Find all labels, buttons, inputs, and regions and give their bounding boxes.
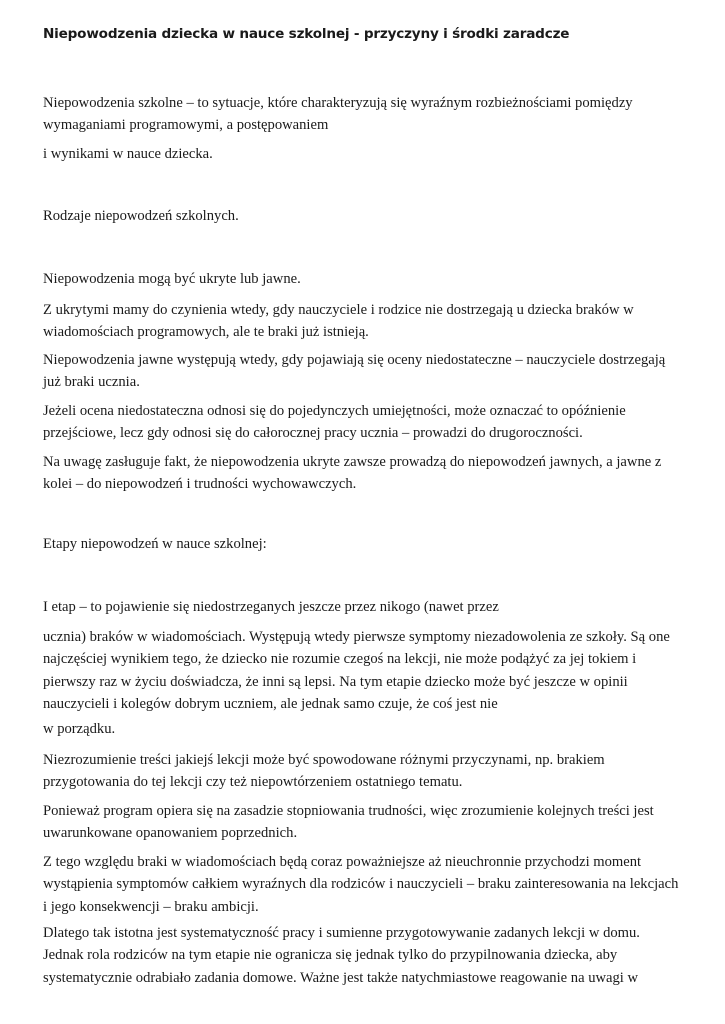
section-heading-types: Rodzaje niepowodzeń szkolnych.	[43, 208, 239, 224]
paragraph-open-failures: Niepowodzenia jawne występują wtedy, gdy pojawiają się oceny niedostateczne – nauczyciele dostrzegają już braki ucznia.	[43, 352, 666, 391]
paragraph-grade-insufficient: Jeżeli ocena niedostateczna odnosi się do pojedynczych umiejętności, może oznaczać to opóźnienie przejściowe, lecz gdy odnosi się do całorocznej pracy ucznia – prowadzi do drugoroczności.	[43, 403, 626, 442]
paragraph-systematic-work: Dlatego tak istotna jest systematyczność pracy i sumienne przygotowywanie zadanych lekcji w domu. Jednak rola rodziców na tym etapie nie ogranicza się jednak tylko do przypilnowania dziecka, aby systematycznie odrabiało zadania domowe. Ważne jest także natychmiastowe reagowanie na uwagi w	[43, 925, 640, 986]
paragraph-hidden-or-open: Niepowodzenia mogą być ukryte lub jawne.	[43, 271, 301, 287]
paragraph-program-difficulty: Ponieważ program opiera się na zasadzie stopniowania trudności, więc zrozumienie kolejnych treści jest uwarunkowane opanowaniem poprzednich.	[43, 803, 654, 842]
paragraph-stage-one-details: ucznia) braków w wiadomościach. Występują wtedy pierwsze symptomy niezadowolenia ze szkoły. Są one najczęściej wynikiem tego, że dziecko nie rozumie czegoś na lekcji, nie może podążyć za jej tokiem i pierwszy raz w życiu doświadcza, że inni są lepsi. Na tym etapie dziecko może być jeszcze w opinii nauczycieli i kolegów dobrym uczniem, ale jednak samo czuje, że coś jest nie	[43, 629, 670, 713]
document-title: Niepowodzenia dziecka w nauce szkolnej - przyczyny i środki zaradcze	[43, 26, 570, 42]
paragraph-stage-one-end: w porządku.	[43, 721, 116, 737]
paragraph-gaps-growing: Z tego względu braki w wiadomościach będą coraz poważniejsze aż nieuchronnie przychodzi moment wystąpienia symptomów całkiem wyraźnych dla rodziców i nauczycieli – braku zainteresowania na lekcjach i jego konsekwencji – braku ambicji.	[43, 854, 679, 915]
paragraph-misunderstanding: Niezrozumienie treści jakiejś lekcji może być spowodowane różnymi przyczynami, np. brakiem przygotowania do tej lekcji czy też niepowtórzeniem ostatniego tematu.	[43, 752, 605, 791]
paragraph-hidden-failures: Z ukrytymi mamy do czynienia wtedy, gdy nauczyciele i rodzice nie dostrzegają u dziecka braków w wiadomościach programowych, ale te braki już istnieją.	[43, 302, 634, 341]
paragraph-noteworthy-fact: Na uwagę zasługuje fakt, że niepowodzenia ukryte zawsze prowadzą do niepowodzeń jawnych, a jawne z kolei – do niepowodzeń i trudności wychowawczych.	[43, 454, 662, 493]
section-heading-stages: Etapy niepowodzeń w nauce szkolnej:	[43, 536, 267, 552]
paragraph-definition: Niepowodzenia szkolne – to sytuacje, które charakteryzują się wyraźnym rozbieżnościami pomiędzy wymaganiami programowymi, a postępowaniem	[43, 95, 633, 134]
paragraph-definition-continued: i wynikami w nauce dziecka.	[43, 146, 213, 162]
paragraph-stage-one: I etap – to pojawienie się niedostrzeganych jeszcze przez nikogo (nawet przez	[43, 599, 499, 615]
